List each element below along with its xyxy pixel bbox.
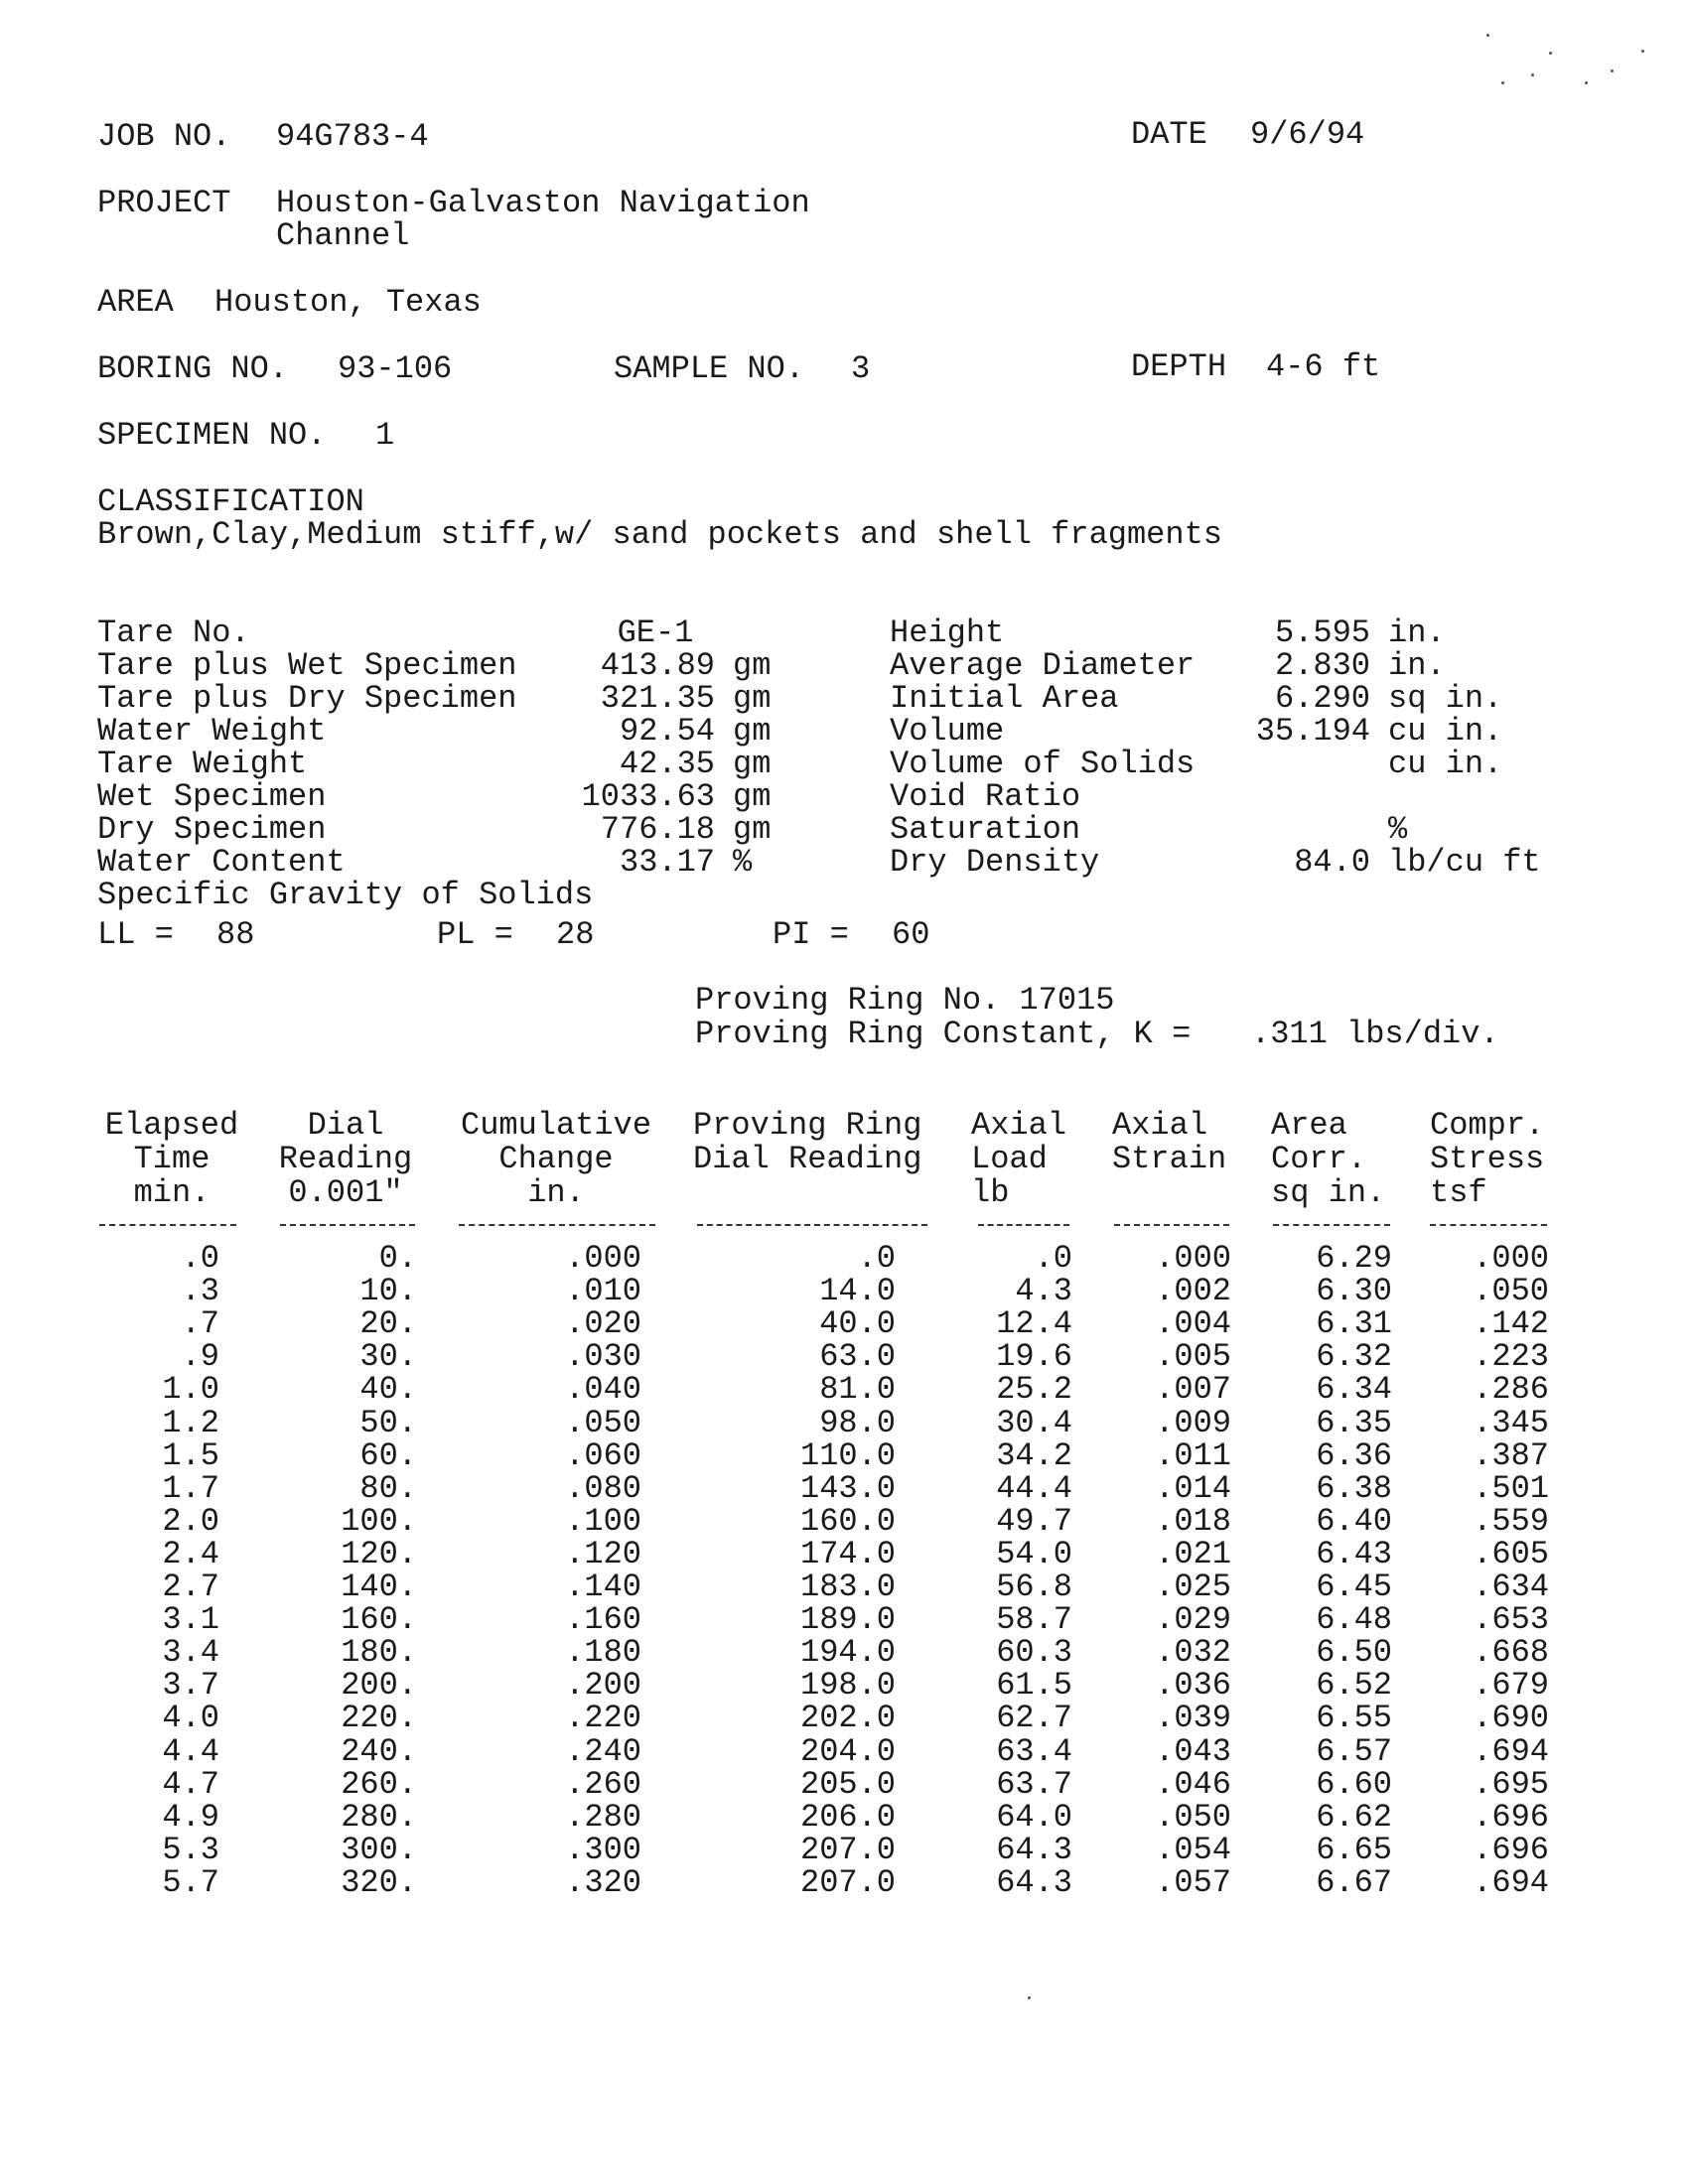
table-cell: .0 bbox=[1034, 1240, 1072, 1277]
table-cell: 98.0 bbox=[819, 1405, 896, 1441]
table-cell: 174.0 bbox=[799, 1536, 896, 1572]
table-cell: 50. bbox=[359, 1405, 417, 1441]
property-unit: in. bbox=[1388, 614, 1446, 651]
table-cell: .559 bbox=[1473, 1503, 1549, 1540]
table-cell: 6.38 bbox=[1316, 1470, 1392, 1507]
area-value: Houston, Texas bbox=[214, 284, 482, 321]
table-cell: 63.7 bbox=[996, 1766, 1072, 1803]
table-cell: 14.0 bbox=[819, 1273, 896, 1309]
table-cell: 56.8 bbox=[996, 1569, 1072, 1605]
property-value: 2.830 bbox=[1274, 647, 1370, 684]
table-cell: .679 bbox=[1473, 1667, 1549, 1704]
table-cell: 189.0 bbox=[799, 1601, 896, 1638]
date-value: 9/6/94 bbox=[1250, 116, 1365, 153]
table-cell: 6.65 bbox=[1316, 1832, 1392, 1868]
table-cell: .014 bbox=[1155, 1470, 1231, 1507]
specimen-number-label: SPECIMEN NO. bbox=[97, 417, 327, 454]
table-cell: .046 bbox=[1155, 1766, 1231, 1803]
table-cell: .696 bbox=[1473, 1799, 1549, 1836]
table-cell: .009 bbox=[1155, 1405, 1231, 1441]
column-rule bbox=[1114, 1224, 1229, 1226]
column-header: Axial bbox=[971, 1107, 1067, 1144]
column-header: Compr. bbox=[1430, 1107, 1545, 1144]
property-label: Dry Specimen bbox=[97, 811, 327, 848]
plastic-limit-value: 28 bbox=[556, 916, 595, 953]
table-cell: 207.0 bbox=[799, 1832, 896, 1868]
table-cell: 6.45 bbox=[1316, 1569, 1392, 1605]
table-cell: 300. bbox=[341, 1832, 417, 1868]
property-unit: cu in. bbox=[1388, 746, 1503, 782]
table-cell: .7 bbox=[181, 1305, 219, 1342]
property-unit: gm bbox=[733, 713, 772, 750]
column-rule bbox=[1430, 1224, 1547, 1226]
column-header: Corr. bbox=[1271, 1141, 1367, 1177]
scan-speck bbox=[1531, 73, 1534, 76]
column-rule bbox=[697, 1224, 927, 1226]
column-rule bbox=[1273, 1224, 1390, 1226]
table-cell: 6.62 bbox=[1316, 1799, 1392, 1836]
table-cell: 63.4 bbox=[996, 1733, 1072, 1770]
property-label: Void Ratio bbox=[890, 778, 1081, 815]
table-cell: 206.0 bbox=[799, 1799, 896, 1836]
table-cell: 30. bbox=[359, 1338, 417, 1375]
table-cell: 202.0 bbox=[799, 1700, 896, 1736]
table-cell: 6.32 bbox=[1316, 1338, 1392, 1375]
sample-number-value: 3 bbox=[851, 350, 871, 387]
table-cell: 160.0 bbox=[799, 1503, 896, 1540]
property-value: 35.194 bbox=[1255, 713, 1370, 750]
table-cell: 6.48 bbox=[1316, 1601, 1392, 1638]
table-cell: .021 bbox=[1155, 1536, 1231, 1572]
project-line-2: Channel bbox=[276, 217, 410, 254]
column-rule bbox=[978, 1224, 1069, 1226]
scan-speck bbox=[1641, 50, 1644, 53]
table-cell: .054 bbox=[1155, 1832, 1231, 1868]
property-label: Height bbox=[890, 614, 1005, 651]
table-cell: 5.3 bbox=[162, 1832, 219, 1868]
plasticity-index-value: 60 bbox=[892, 916, 930, 953]
table-cell: 30.4 bbox=[996, 1405, 1072, 1441]
table-cell: 6.60 bbox=[1316, 1766, 1392, 1803]
table-cell: 60.3 bbox=[996, 1634, 1072, 1671]
table-cell: 60. bbox=[359, 1437, 417, 1474]
scan-speck bbox=[1486, 34, 1489, 37]
table-cell: .036 bbox=[1155, 1667, 1231, 1704]
column-header: 0.001" bbox=[288, 1174, 403, 1211]
property-label: Average Diameter bbox=[890, 647, 1196, 684]
table-cell: 110.0 bbox=[799, 1437, 896, 1474]
table-cell: .043 bbox=[1155, 1733, 1231, 1770]
table-cell: .025 bbox=[1155, 1569, 1231, 1605]
table-cell: .100 bbox=[565, 1503, 641, 1540]
liquid-limit-label: LL = bbox=[97, 916, 174, 953]
column-header: Load bbox=[971, 1141, 1048, 1177]
table-cell: .180 bbox=[565, 1634, 641, 1671]
property-unit: gm bbox=[733, 647, 772, 684]
table-cell: 204.0 bbox=[799, 1733, 896, 1770]
plasticity-index-label: PI = bbox=[773, 916, 849, 953]
table-cell: .9 bbox=[181, 1338, 219, 1375]
table-cell: .032 bbox=[1155, 1634, 1231, 1671]
table-cell: 20. bbox=[359, 1305, 417, 1342]
depth-label: DEPTH bbox=[1131, 348, 1227, 385]
property-unit: gm bbox=[733, 680, 772, 717]
table-cell: 64.3 bbox=[996, 1832, 1072, 1868]
column-header: Change bbox=[498, 1141, 614, 1177]
table-cell: 4.7 bbox=[162, 1766, 219, 1803]
property-label: Tare No. bbox=[97, 614, 250, 651]
table-cell: 64.0 bbox=[996, 1799, 1072, 1836]
table-cell: 1.2 bbox=[162, 1405, 219, 1441]
job-number-label: JOB NO. bbox=[97, 118, 231, 155]
scan-speck bbox=[1611, 69, 1614, 72]
table-cell: 2.4 bbox=[162, 1536, 219, 1572]
table-cell: 61.5 bbox=[996, 1667, 1072, 1704]
property-value: 1033.63 bbox=[581, 778, 715, 815]
table-cell: 19.6 bbox=[996, 1338, 1072, 1375]
column-header: Dial Reading bbox=[693, 1141, 922, 1177]
column-header: Reading bbox=[278, 1141, 413, 1177]
property-value: 5.595 bbox=[1274, 614, 1370, 651]
table-cell: .002 bbox=[1155, 1273, 1231, 1309]
table-cell: .286 bbox=[1473, 1371, 1549, 1408]
property-label: Specific Gravity of Solids bbox=[97, 877, 594, 913]
column-header: Stress bbox=[1430, 1141, 1545, 1177]
table-cell: 194.0 bbox=[799, 1634, 896, 1671]
table-cell: .050 bbox=[1155, 1799, 1231, 1836]
property-label: Saturation bbox=[890, 811, 1081, 848]
table-cell: 44.4 bbox=[996, 1470, 1072, 1507]
table-cell: 6.31 bbox=[1316, 1305, 1392, 1342]
table-cell: .018 bbox=[1155, 1503, 1231, 1540]
table-cell: .040 bbox=[565, 1371, 641, 1408]
classification-label: CLASSIFICATION bbox=[97, 483, 364, 520]
table-cell: 6.40 bbox=[1316, 1503, 1392, 1540]
table-cell: .240 bbox=[565, 1733, 641, 1770]
table-cell: 1.0 bbox=[162, 1371, 219, 1408]
table-cell: .039 bbox=[1155, 1700, 1231, 1736]
table-cell: 2.0 bbox=[162, 1503, 219, 1540]
table-cell: .020 bbox=[565, 1305, 641, 1342]
table-cell: .010 bbox=[565, 1273, 641, 1309]
property-unit: cu in. bbox=[1388, 713, 1503, 750]
job-number-value: 94G783-4 bbox=[276, 118, 429, 155]
table-cell: .668 bbox=[1473, 1634, 1549, 1671]
property-label: Tare plus Wet Specimen bbox=[97, 647, 517, 684]
scan-speck bbox=[1585, 81, 1588, 84]
table-cell: .005 bbox=[1155, 1338, 1231, 1375]
table-cell: .080 bbox=[565, 1470, 641, 1507]
project-label: PROJECT bbox=[97, 185, 231, 221]
table-cell: 40. bbox=[359, 1371, 417, 1408]
table-cell: .200 bbox=[565, 1667, 641, 1704]
property-value: GE-1 bbox=[617, 614, 694, 651]
column-header: tsf bbox=[1430, 1174, 1487, 1211]
table-cell: 100. bbox=[341, 1503, 417, 1540]
table-cell: .694 bbox=[1473, 1864, 1549, 1901]
boring-number-label: BORING NO. bbox=[97, 350, 289, 387]
column-rule bbox=[99, 1224, 236, 1226]
property-label: Dry Density bbox=[890, 844, 1100, 881]
table-cell: .696 bbox=[1473, 1832, 1549, 1868]
table-cell: 200. bbox=[341, 1667, 417, 1704]
table-cell: .300 bbox=[565, 1832, 641, 1868]
table-cell: .030 bbox=[565, 1338, 641, 1375]
property-value: 321.35 bbox=[600, 680, 715, 717]
column-header: Axial bbox=[1112, 1107, 1208, 1144]
column-header: sq in. bbox=[1271, 1174, 1386, 1211]
column-header: Elapsed bbox=[104, 1107, 239, 1144]
table-cell: .345 bbox=[1473, 1405, 1549, 1441]
property-value: 6.290 bbox=[1274, 680, 1370, 717]
table-cell: .260 bbox=[565, 1766, 641, 1803]
specimen-number-value: 1 bbox=[375, 417, 395, 454]
table-cell: 62.7 bbox=[996, 1700, 1072, 1736]
column-header: Area bbox=[1271, 1107, 1347, 1144]
table-cell: 6.50 bbox=[1316, 1634, 1392, 1671]
column-rule bbox=[459, 1224, 655, 1226]
table-cell: .000 bbox=[1155, 1240, 1231, 1277]
project-line-1: Houston-Galvaston Navigation bbox=[276, 185, 810, 221]
table-cell: 25.2 bbox=[996, 1371, 1072, 1408]
table-cell: 183.0 bbox=[799, 1569, 896, 1605]
table-cell: 64.3 bbox=[996, 1864, 1072, 1901]
table-cell: 6.52 bbox=[1316, 1667, 1392, 1704]
table-cell: 180. bbox=[341, 1634, 417, 1671]
column-header: in. bbox=[527, 1174, 585, 1211]
table-cell: .634 bbox=[1473, 1569, 1549, 1605]
table-cell: 58.7 bbox=[996, 1601, 1072, 1638]
table-cell: .060 bbox=[565, 1437, 641, 1474]
table-cell: 4.9 bbox=[162, 1799, 219, 1836]
table-cell: .3 bbox=[181, 1273, 219, 1309]
table-cell: .695 bbox=[1473, 1766, 1549, 1803]
table-cell: 6.36 bbox=[1316, 1437, 1392, 1474]
table-cell: .140 bbox=[565, 1569, 641, 1605]
table-cell: .387 bbox=[1473, 1437, 1549, 1474]
table-cell: .501 bbox=[1473, 1470, 1549, 1507]
table-cell: 207.0 bbox=[799, 1864, 896, 1901]
proving-ring-constant-label: Proving Ring Constant, K = bbox=[695, 1016, 1192, 1052]
scan-speck bbox=[1028, 1996, 1031, 1999]
table-cell: .694 bbox=[1473, 1733, 1549, 1770]
table-cell: 240. bbox=[341, 1733, 417, 1770]
table-cell: 3.1 bbox=[162, 1601, 219, 1638]
property-unit: lb/cu ft bbox=[1388, 844, 1541, 881]
property-unit: % bbox=[733, 844, 753, 881]
property-value: 413.89 bbox=[600, 647, 715, 684]
table-cell: .029 bbox=[1155, 1601, 1231, 1638]
table-cell: .007 bbox=[1155, 1371, 1231, 1408]
property-unit: in. bbox=[1388, 647, 1446, 684]
table-cell: 2.7 bbox=[162, 1569, 219, 1605]
table-cell: .004 bbox=[1155, 1305, 1231, 1342]
table-cell: 280. bbox=[341, 1799, 417, 1836]
table-cell: 10. bbox=[359, 1273, 417, 1309]
property-label: Volume bbox=[890, 713, 1005, 750]
table-cell: 49.7 bbox=[996, 1503, 1072, 1540]
table-cell: .280 bbox=[565, 1799, 641, 1836]
column-header: Strain bbox=[1112, 1141, 1227, 1177]
table-cell: .653 bbox=[1473, 1601, 1549, 1638]
scan-speck bbox=[1549, 52, 1552, 55]
property-unit: sq in. bbox=[1388, 680, 1503, 717]
property-value: 42.35 bbox=[619, 746, 715, 782]
property-value: 776.18 bbox=[600, 811, 715, 848]
table-cell: 6.43 bbox=[1316, 1536, 1392, 1572]
column-rule bbox=[280, 1224, 415, 1226]
table-cell: 6.29 bbox=[1316, 1240, 1392, 1277]
property-unit: gm bbox=[733, 746, 772, 782]
table-cell: 3.4 bbox=[162, 1634, 219, 1671]
table-cell: .223 bbox=[1473, 1338, 1549, 1375]
liquid-limit-value: 88 bbox=[216, 916, 255, 953]
boring-number-value: 93-106 bbox=[338, 350, 453, 387]
table-cell: .120 bbox=[565, 1536, 641, 1572]
property-label: Initial Area bbox=[890, 680, 1119, 717]
table-cell: 5.7 bbox=[162, 1864, 219, 1901]
property-label: Tare Weight bbox=[97, 746, 308, 782]
property-unit: % bbox=[1388, 811, 1408, 848]
table-cell: 205.0 bbox=[799, 1766, 896, 1803]
table-cell: 6.30 bbox=[1316, 1273, 1392, 1309]
table-cell: 260. bbox=[341, 1766, 417, 1803]
date-label: DATE bbox=[1131, 116, 1207, 153]
classification-value: Brown,Clay,Medium stiff,w/ sand pockets and shell fragments bbox=[97, 516, 1222, 553]
property-value: 92.54 bbox=[619, 713, 715, 750]
column-header: Dial bbox=[307, 1107, 384, 1144]
table-cell: 6.67 bbox=[1316, 1864, 1392, 1901]
property-value: 84.0 bbox=[1294, 844, 1370, 881]
table-cell: 1.5 bbox=[162, 1437, 219, 1474]
table-cell: .057 bbox=[1155, 1864, 1231, 1901]
table-cell: 140. bbox=[341, 1569, 417, 1605]
table-cell: 81.0 bbox=[819, 1371, 896, 1408]
table-cell: .320 bbox=[565, 1864, 641, 1901]
table-cell: .0 bbox=[181, 1240, 219, 1277]
plastic-limit-label: PL = bbox=[437, 916, 513, 953]
property-label: Tare plus Dry Specimen bbox=[97, 680, 517, 717]
table-cell: 160. bbox=[341, 1601, 417, 1638]
table-cell: 34.2 bbox=[996, 1437, 1072, 1474]
table-cell: .050 bbox=[565, 1405, 641, 1441]
table-cell: .000 bbox=[1473, 1240, 1549, 1277]
table-cell: 6.55 bbox=[1316, 1700, 1392, 1736]
table-cell: 6.57 bbox=[1316, 1733, 1392, 1770]
table-cell: 198.0 bbox=[799, 1667, 896, 1704]
table-cell: .011 bbox=[1155, 1437, 1231, 1474]
depth-value: 4-6 ft bbox=[1266, 348, 1381, 385]
column-header: lb bbox=[971, 1174, 1010, 1211]
table-cell: 3.7 bbox=[162, 1667, 219, 1704]
sample-number-label: SAMPLE NO. bbox=[614, 350, 805, 387]
table-cell: 143.0 bbox=[799, 1470, 896, 1507]
property-unit: gm bbox=[733, 778, 772, 815]
column-header: Cumulative bbox=[460, 1107, 652, 1144]
table-cell: 4.3 bbox=[1015, 1273, 1072, 1309]
table-cell: 120. bbox=[341, 1536, 417, 1572]
property-label: Volume of Solids bbox=[890, 746, 1196, 782]
table-cell: 6.34 bbox=[1316, 1371, 1392, 1408]
table-cell: .000 bbox=[565, 1240, 641, 1277]
table-cell: 320. bbox=[341, 1864, 417, 1901]
property-label: Wet Specimen bbox=[97, 778, 327, 815]
property-value: 33.17 bbox=[619, 844, 715, 881]
column-header: Time bbox=[133, 1141, 211, 1177]
table-cell: 12.4 bbox=[996, 1305, 1072, 1342]
property-label: Water Weight bbox=[97, 713, 327, 750]
table-cell: 1.7 bbox=[162, 1470, 219, 1507]
table-cell: .050 bbox=[1473, 1273, 1549, 1309]
table-cell: .160 bbox=[565, 1601, 641, 1638]
property-unit: gm bbox=[733, 811, 772, 848]
table-cell: .142 bbox=[1473, 1305, 1549, 1342]
table-cell: .690 bbox=[1473, 1700, 1549, 1736]
table-cell: 4.0 bbox=[162, 1700, 219, 1736]
table-cell: .0 bbox=[857, 1240, 896, 1277]
table-cell: 4.4 bbox=[162, 1733, 219, 1770]
table-cell: 40.0 bbox=[819, 1305, 896, 1342]
column-header: Proving Ring bbox=[693, 1107, 922, 1144]
table-cell: 0. bbox=[378, 1240, 417, 1277]
column-header: min. bbox=[133, 1174, 211, 1211]
proving-ring-number: Proving Ring No. 17015 bbox=[695, 982, 1115, 1019]
table-cell: .605 bbox=[1473, 1536, 1549, 1572]
property-label: Water Content bbox=[97, 844, 346, 881]
table-cell: .220 bbox=[565, 1700, 641, 1736]
table-cell: 54.0 bbox=[996, 1536, 1072, 1572]
scan-speck bbox=[1501, 81, 1504, 84]
table-cell: 63.0 bbox=[819, 1338, 896, 1375]
table-cell: 220. bbox=[341, 1700, 417, 1736]
proving-ring-constant-value: .311 lbs/div. bbox=[1251, 1016, 1499, 1052]
area-label: AREA bbox=[97, 284, 174, 321]
table-cell: 80. bbox=[359, 1470, 417, 1507]
table-cell: 6.35 bbox=[1316, 1405, 1392, 1441]
